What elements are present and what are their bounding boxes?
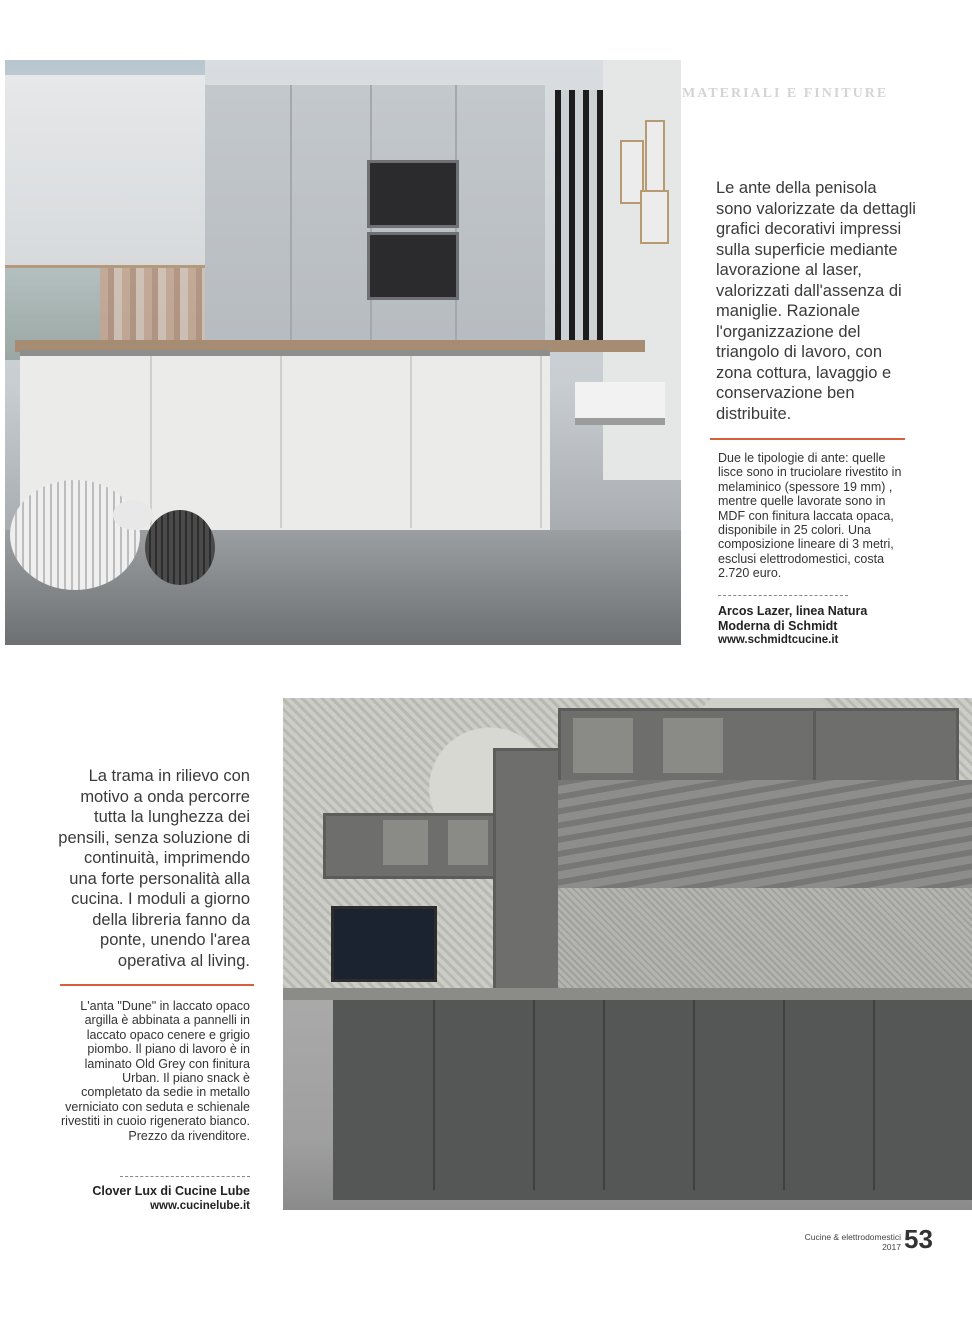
bottom-dashed-rule bbox=[120, 1176, 250, 1177]
footer-publication bbox=[783, 1232, 901, 1252]
bottom-credit-url[interactable]: www.cucinelube.it bbox=[150, 1199, 250, 1212]
top-feature-lead: Le ante della penisola sono valorizzate da dettagli grafici decorativi impressi sulla superficie mediante lavorazione al laser, valorizzati dall'assenza di maniglie. Razionale l'organizzazione del triangolo di lavoro, con zona cottura, lavaggio e conservazione ben distribuite. bbox=[716, 179, 916, 423]
bottom-accent-rule bbox=[60, 984, 254, 986]
top-accent-rule bbox=[710, 438, 905, 440]
top-credit-url[interactable]: www.schmidtcucine.it bbox=[718, 634, 839, 646]
top-credit-line2: Moderna di Schmidt bbox=[718, 618, 838, 633]
top-feature-credit bbox=[718, 604, 918, 648]
publication-year: 2017 bbox=[882, 1242, 901, 1252]
kitchen-photo-top bbox=[5, 60, 681, 645]
bottom-feature-lead: La trama in rilievo con motivo a onda percorre tutta la lunghezza dei pensili, senza soluzione di continuità, imprimendo una forte personalità alla cucina. I moduli a giorno della libreria fanno da ponte, unendo l'area operativa al living. bbox=[58, 767, 250, 970]
top-credit-line1: Arcos Lazer, linea Natura bbox=[718, 604, 868, 618]
page-number: 53 bbox=[904, 1224, 933, 1254]
bottom-credit-line1: Clover Lux di Cucine Lube bbox=[92, 1184, 250, 1198]
bottom-feature-credit bbox=[40, 1184, 250, 1213]
publication-name: Cucine & elettrodomestici bbox=[804, 1232, 901, 1242]
bottom-feature-caption: L'anta "Dune" in laccato opaco argilla è abbinata a pannelli in laccato opaco cenere e grigio piombo. Il piano di lavoro è in laminato Old Grey con finitura Urban. Il piano snack è completato da sedie in metallo verniciato con seduta e schienale rivestiti in cuoio rigenerato bianco. Prezzo da rivenditore. bbox=[61, 999, 250, 1143]
kitchen-photo-bottom bbox=[283, 698, 972, 1210]
top-feature-caption: Due le tipologie di ante: quelle lisce sono in truciolare rivestito in melaminico (spessore 19 mm) , mentre quelle lavorate sono in MDF con finitura laccata opaca, disponibile in 25 colori. Una composizione lineare di 3 metri, esclusi elettrodomestici, costa 2.720 euro. bbox=[718, 451, 902, 581]
top-dashed-rule bbox=[718, 595, 848, 596]
ghost-header: MATERIALI E FINITURE bbox=[682, 86, 889, 101]
